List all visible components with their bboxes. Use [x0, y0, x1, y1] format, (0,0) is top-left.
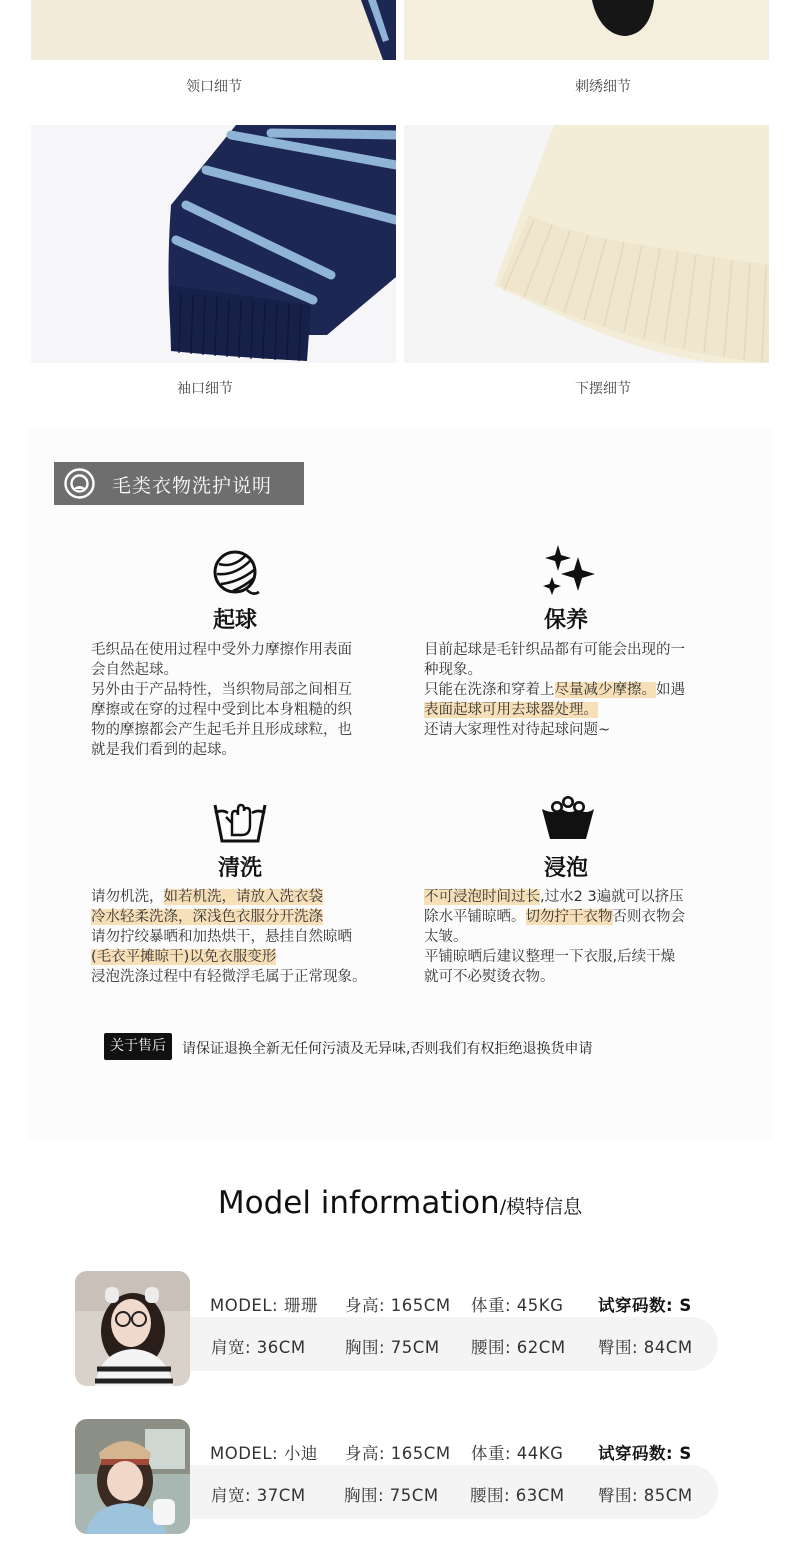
model-1-size: 试穿码数: S	[598, 1296, 692, 1315]
model-1-hip: 臀围: 84CM	[598, 1338, 693, 1357]
model-1-waist: 腰围: 62CM	[471, 1338, 566, 1357]
care-title: 毛类衣物洗护说明	[112, 475, 273, 497]
model-1-chest: 胸围: 75CM	[345, 1338, 440, 1357]
sparkle-icon	[540, 543, 596, 599]
hem-detail-photo	[404, 125, 769, 363]
maintenance-text: 目前起球是毛针织品都有可能会出现的一 种现象。 只能在洗涤和穿着上尽量减少摩擦。如遇 表面起球可用去球器处理。 还请大家理性对待起球问题~	[424, 642, 685, 738]
model-heading-sub: /模特信息	[499, 1196, 583, 1218]
model-heading	[0, 1185, 800, 1221]
care-title-bar	[54, 462, 304, 505]
pilling-title: 起球	[212, 608, 257, 633]
model-1-height: 身高: 165CM	[345, 1296, 451, 1315]
maintenance-title: 保养	[543, 608, 588, 633]
embroidery-detail-photo	[404, 0, 769, 60]
aftersale-tag: 关于售后	[104, 1033, 172, 1060]
hem-caption: 下摆细节	[575, 381, 631, 397]
model-1-name: MODEL: 珊珊	[210, 1296, 318, 1315]
collar-caption: 领口细节	[186, 79, 242, 95]
model-2-height: 身高: 165CM	[345, 1444, 451, 1463]
yarn-ball-icon	[211, 548, 263, 600]
washing-title: 清洗	[217, 856, 262, 881]
model-2-size: 试穿码数: S	[598, 1444, 692, 1463]
cuff-detail-photo	[31, 125, 396, 363]
model-2-shoulder: 肩宽: 37CM	[211, 1486, 306, 1505]
model-2-waist: 腰围: 63CM	[470, 1486, 565, 1505]
model-1-shoulder: 肩宽: 36CM	[211, 1338, 306, 1357]
model-heading-main: Model information	[217, 1185, 500, 1221]
model-2-weight: 体重: 44KG	[471, 1444, 564, 1463]
soaking-text: 不可浸泡时间过长,过水2 3遍就可以挤压 除水平铺晾晒。切勿拧干衣物否则衣物会 太皱。 平铺晾晒后建议整理一下衣服,后续干燥 就可不必熨烫衣物。	[424, 889, 685, 985]
model-1-weight: 体重: 45KG	[471, 1296, 564, 1315]
cuff-caption: 袖口细节	[177, 381, 233, 397]
hand-wash-icon	[212, 795, 268, 845]
embroidery-caption: 刺绣细节	[575, 79, 631, 95]
model-1-photo	[75, 1271, 190, 1386]
model-2-photo	[75, 1419, 190, 1534]
model-2-chest: 胸围: 75CM	[344, 1486, 439, 1505]
soaking-title: 浸泡	[543, 856, 588, 881]
collar-detail-photo	[31, 0, 396, 60]
model-2-name: MODEL: 小迪	[210, 1444, 318, 1463]
model-2-hip: 臀围: 85CM	[598, 1486, 693, 1505]
pilling-text: 毛织品在使用过程中受外力摩擦作用表面 会自然起球。 另外由于产品特性，当织物局部之间相互 摩擦或在穿的过程中受到比本身粗糙的织 物的摩擦都会产生起毛并且形成球粒，也 就是我们看到的起球。	[91, 642, 352, 758]
washing-text: 请勿机洗，如若机洗，请放入洗衣袋 冷水轻柔洗涤，深浅色衣服分开洗涤 请勿拧绞暴晒和加热烘干，悬挂自然晾晒 (毛衣平摊晾干)以免衣服变形 浸泡洗涤过程中有轻微浮毛属于正常现象。	[91, 889, 367, 985]
soak-basin-icon	[540, 795, 596, 845]
logo-badge-icon	[64, 468, 95, 499]
aftersale-text: 请保证退换全新无任何污渍及无异味,否则我们有权拒绝退换货申请	[182, 1041, 593, 1057]
